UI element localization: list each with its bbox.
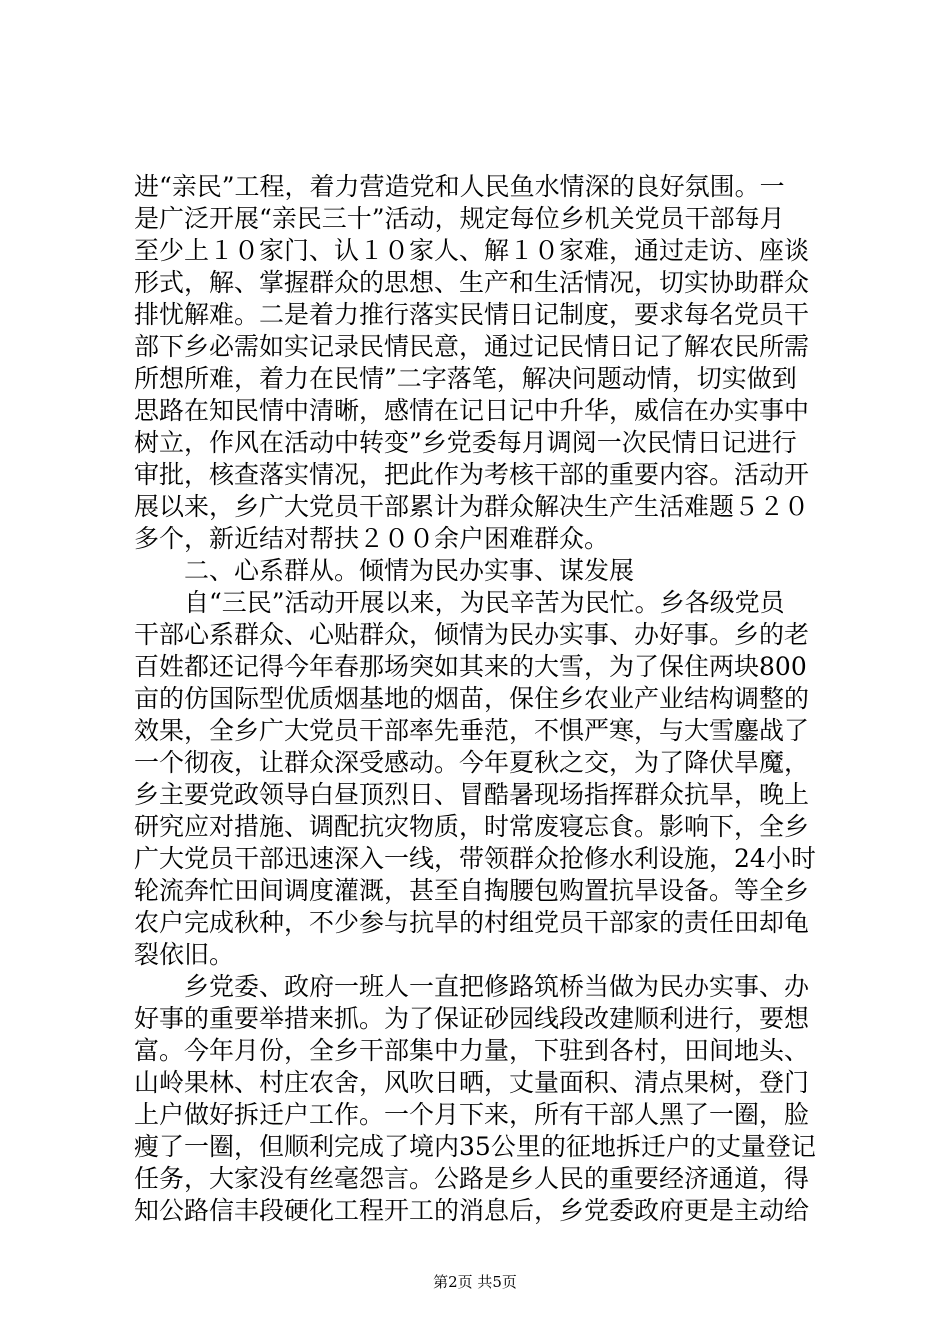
body-text-line: 好事的重要举措来抓。为了保证砂园线段改建顺利进行，要想	[134, 1004, 810, 1033]
body-text-line: 思路在知民情中清晰，感情在记日记中升华，威信在办实事中	[134, 396, 810, 425]
body-text-line: 农户完成秋种，不少参与抗旱的村组党员干部家的责任田却龟	[134, 908, 810, 937]
body-text-line: 一个彻夜，让群众深受感动。今年夏秋之交，为了降伏旱魔，	[134, 748, 810, 777]
body-text-line: 树立，作风在活动中转变”乡党委每月调阅一次民情日记进行	[134, 428, 797, 457]
body-text-line: 亩的仿国际型优质烟基地的烟苗，保住乡农业产业结构调整的	[134, 684, 810, 713]
body-text-line: 乡党委、政府一班人一直把修路筑桥当做为民办实事、办	[134, 972, 810, 1001]
body-text-line: 干部心系群众、心贴群众，倾情为民办实事、办好事。乡的老	[134, 620, 810, 649]
section-heading: 二、心系群从。倾情为民办实事、谋发展	[134, 556, 635, 585]
body-text-line: 乡主要党政领导白昼顶烈日、冒酷暑现场指挥群众抗旱，晚上	[134, 780, 810, 809]
body-text-line: 上户做好拆迁户工作。一个月下来，所有干部人黑了一圈，脸	[134, 1100, 810, 1129]
body-text-line: 研究应对措施、调配抗灾物质，时常废寝忘食。影响下，全乡	[134, 812, 810, 841]
body-text-line: 进“亲民”工程，着力营造党和人民鱼水情深的良好氛围。一	[134, 172, 785, 201]
body-text-line: 瘦了一圈，但顺利完成了境内35公里的征地拆迁户的丈量登记	[134, 1132, 816, 1161]
body-text-line: 知公路信丰段硬化工程开工的消息后，乡党委政府更是主动给	[134, 1196, 810, 1225]
body-text-line: 百姓都还记得今年春那场突如其来的大雪，为了保住两块800	[134, 652, 807, 681]
body-text-line: 审批，核查落实情况，把此作为考核干部的重要内容。活动开	[134, 460, 810, 489]
body-text-line: 形式，解、掌握群众的思想、生产和生活情况，切实协助群众	[134, 268, 810, 297]
body-text-line: 所想所难，着力在民情”二字落笔，解决问题动情，切实做到	[134, 364, 797, 393]
body-text-line: 富。今年月份，全乡干部集中力量，下驻到各村，田间地头、	[134, 1036, 810, 1065]
body-text-line: 裂依旧。	[134, 940, 235, 969]
body-text-line: 山岭果林、村庄农舍，风吹日晒，丈量面积、清点果树，登门	[134, 1068, 810, 1097]
body-text-line: 广大党员干部迅速深入一线，带领群众抢修水利设施，24小时	[134, 844, 816, 873]
body-text-line: 多个，新近结对帮扶２００余户困难群众。	[134, 524, 610, 553]
body-text-line: 自“三民”活动开展以来，为民辛苦为民忙。乡各级党员	[134, 588, 785, 617]
body-text-line: 排忧解难。二是着力推行落实民情日记制度，要求每名党员干	[134, 300, 810, 329]
body-text-line: 展以来，乡广大党员干部累计为群众解决生产生活难题５２０	[134, 492, 810, 521]
body-text-line: 是广泛开展“亲民三十”活动，规定每位乡机关党员干部每月	[134, 204, 785, 233]
body-text-line: 轮流奔忙田间调度灌溉，甚至自掏腰包购置抗旱设备。等全乡	[134, 876, 810, 905]
body-text-line: 效果，全乡广大党员干部率先垂范，不惧严寒，与大雪鏖战了	[134, 716, 810, 745]
body-text-line: 部下乡必需如实记录民情民意，通过记民情日记了解农民所需	[134, 332, 810, 361]
page-number-footer: 第2页 共5页	[433, 1273, 517, 1291]
body-text-line: 至少上１０家门、认１０家人、解１０家难，通过走访、座谈	[134, 236, 810, 265]
body-text-line: 任务，大家没有丝毫怨言。公路是乡人民的重要经济通道，得	[134, 1164, 810, 1193]
